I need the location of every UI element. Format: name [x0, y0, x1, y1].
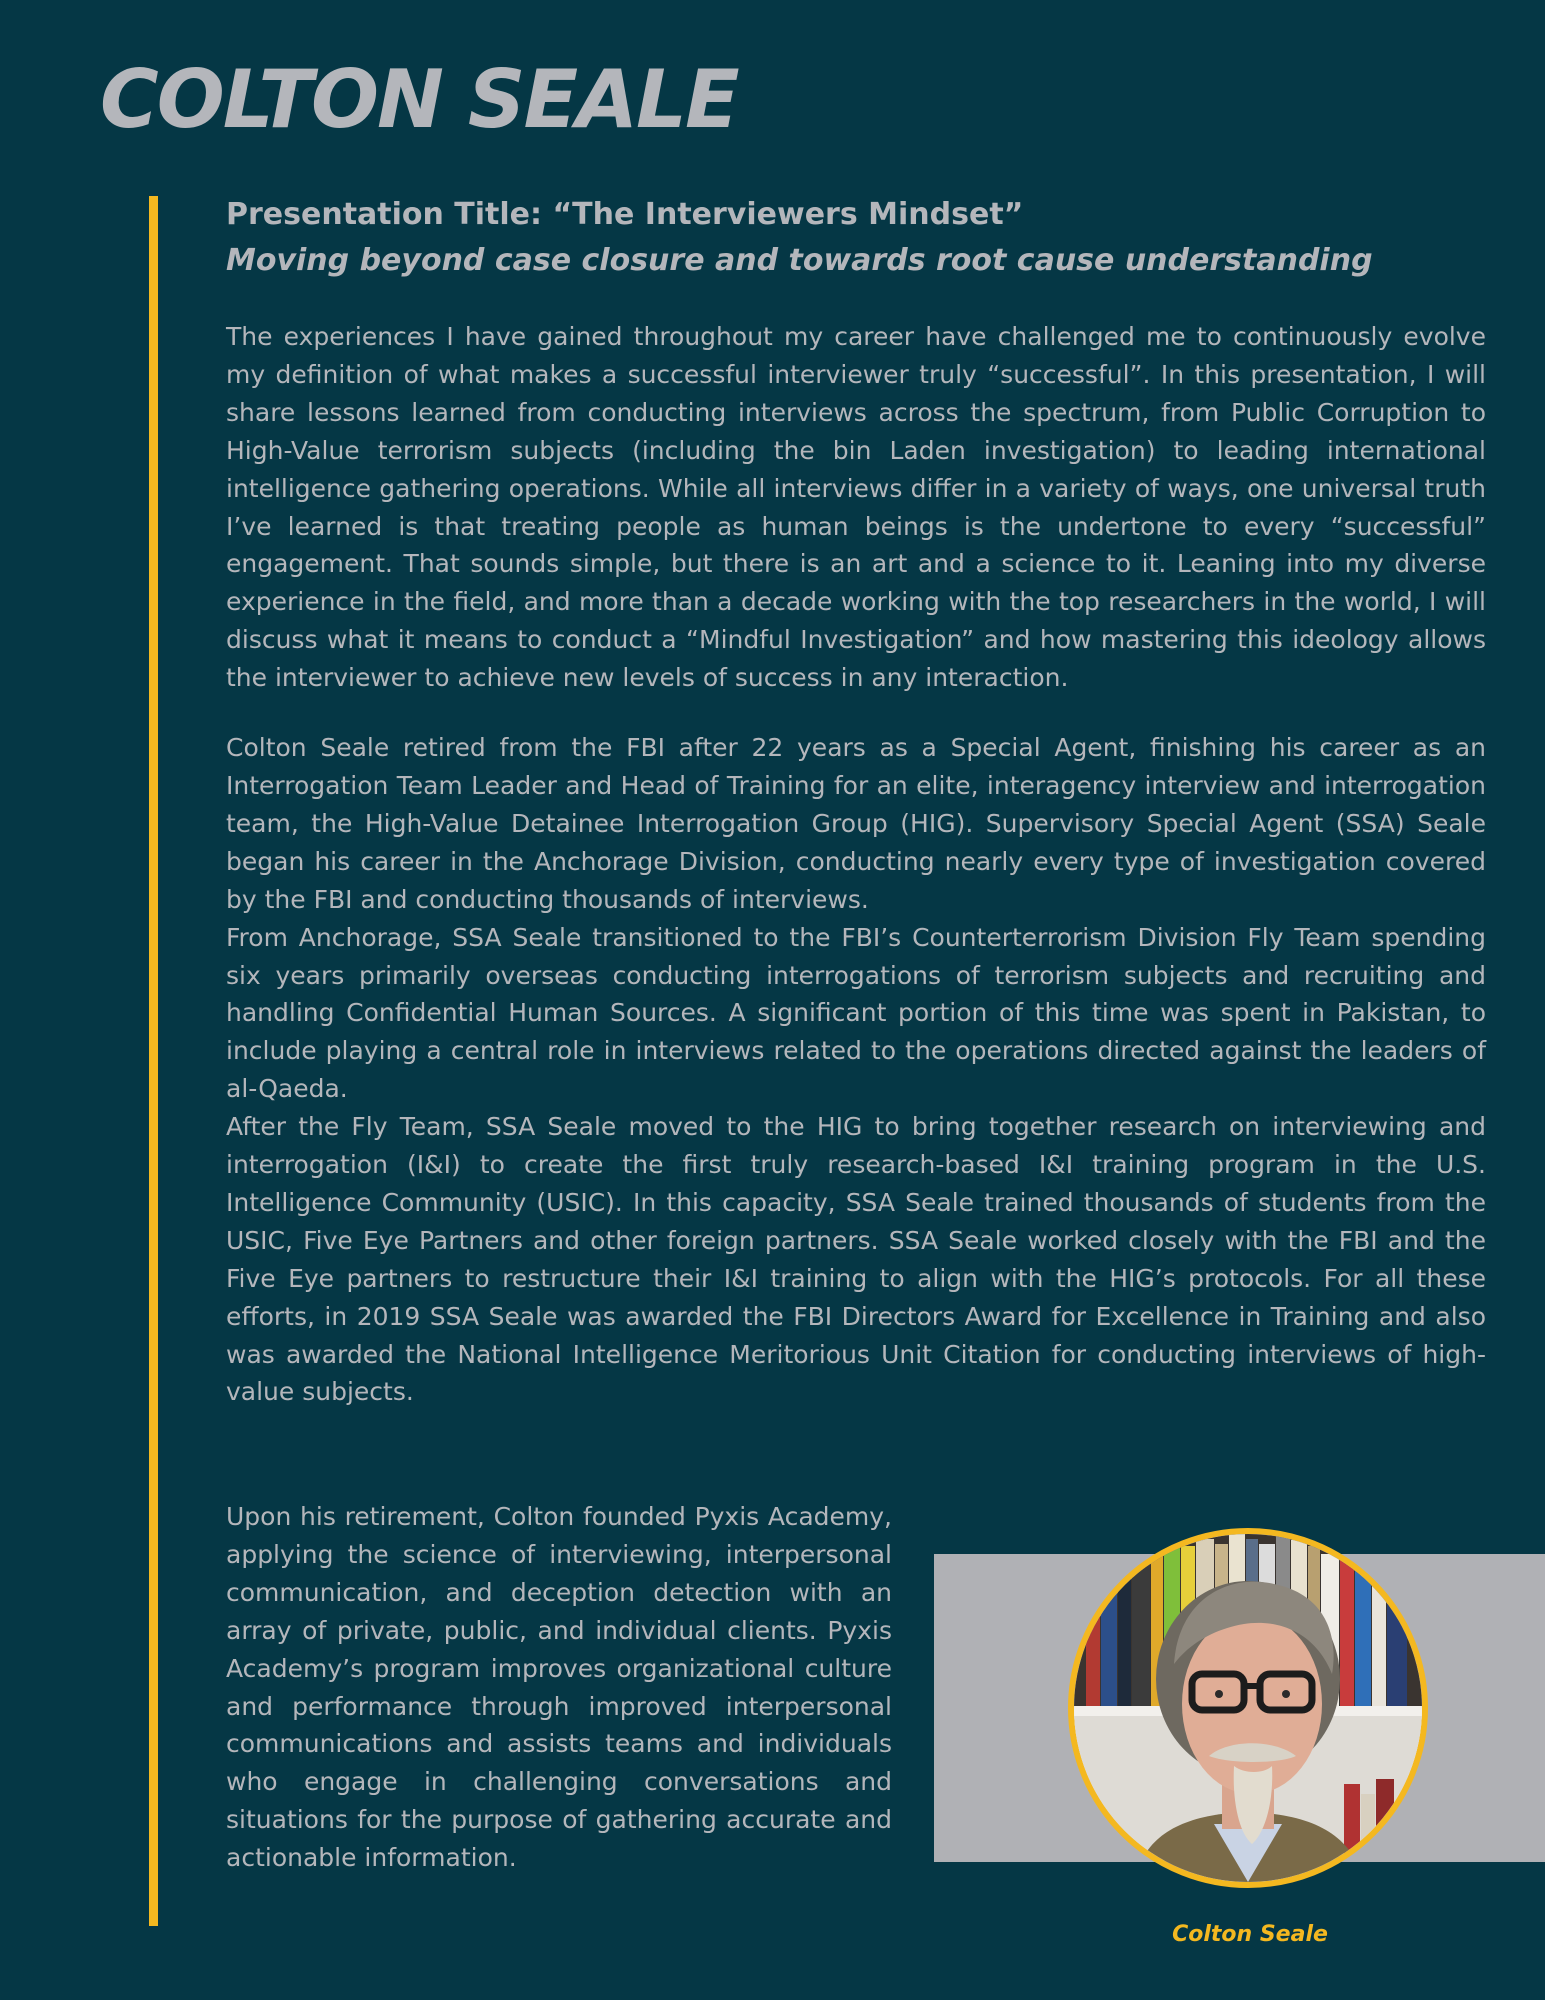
photo-caption: Colton Seale	[1172, 1922, 1328, 1947]
portrait-photo	[1068, 1528, 1428, 1888]
bio-paragraph-hig: After the Fly Team, SSA Seale moved to the HIG to bring together research on interviewing and interrogation (I&I) to create the first truly research-based I&I training program in the U.S. Intelligence Community (USIC). In this capacity, SSA Seale trained thousands of students from the USIC, Five Eye Partners and other foreign partners. SSA Seale worked closely with the FBI and the Five Eye partners to restructure their I&I training to align with the HIG’s protocols. For all these efforts, in 2019 SSA Seale was awarded the FBI Directors Award for Excellence in Training and also was awarded the National Intelligence Meritorious Unit Citation for conducting interviews of high-value subjects.	[226, 1112, 1486, 1407]
accent-bar	[149, 196, 158, 1926]
portrait-illustration	[1074, 1534, 1422, 1882]
retirement-section	[226, 1498, 892, 1877]
main-content	[226, 192, 1486, 1411]
presentation-title: Presentation Title: “The Interviewers Mindset”	[226, 197, 1024, 232]
bio-paragraph-fly-team: From Anchorage, SSA Seale transitioned to the FBI’s Counterterrorism Division Fly Team spending six years primarily overseas conducting interrogations of terrorism subjects and recruiting and handling Confidential Human Sources. A significant portion of this time was spent in Pakistan, to include playing a central role in interviews related to the operations directed against the leaders of al-Qaeda.	[226, 922, 1486, 1104]
presentation-subtitle: Moving beyond case closure and towards root cause understanding	[226, 243, 1373, 278]
page-title: COLTON SEALE	[100, 53, 738, 146]
bio-paragraph-pyxis: Upon his retirement, Colton founded Pyxis Academy, applying the science of interviewing, interpersonal communication, and deception detection with an array of private, public, and individual clients. Pyxis Academy’s program improves organizational culture and performance through improved interpersonal communications and assists teams and individuals who engage in challenging conversations and situations for the purpose of gathering accurate and actionable information.	[226, 1502, 892, 1873]
bio-paragraph-career: Colton Seale retired from the FBI after 22 years as a Special Agent, finishing his career as an Interrogation Team Leader and Head of Training for an elite, interagency interview and interrogation team, the High-Value Detainee Interrogation Group (HIG). Supervisory Special Agent (SSA) Seale began his career in the Anchorage Division, conducting nearly every type of investigation covered by the FBI and conducting thousands of interviews.	[226, 733, 1486, 914]
abstract-paragraph: The experiences I have gained throughout my career have challenged me to continuously evolve my definition of what makes a successful interviewer truly “successful”. In this presentation, I will share lessons learned from conducting interviews across the spectrum, from Public Corruption to High-Value terrorism subjects (including the bin Laden investigation) to leading international intelligence gathering operations. While all interviews differ in a variety of ways, one universal truth I’ve learned is that treating people as human beings is the undertone to every “successful” engagement. That sounds simple, but there is an art and a science to it. Leaning into my diverse experience in the field, and more than a decade working with the top researchers in the world, I will discuss what it means to conduct a “Mindful Investigation” and how mastering this ideology allows the interviewer to achieve new levels of success in any interaction.	[226, 322, 1486, 693]
